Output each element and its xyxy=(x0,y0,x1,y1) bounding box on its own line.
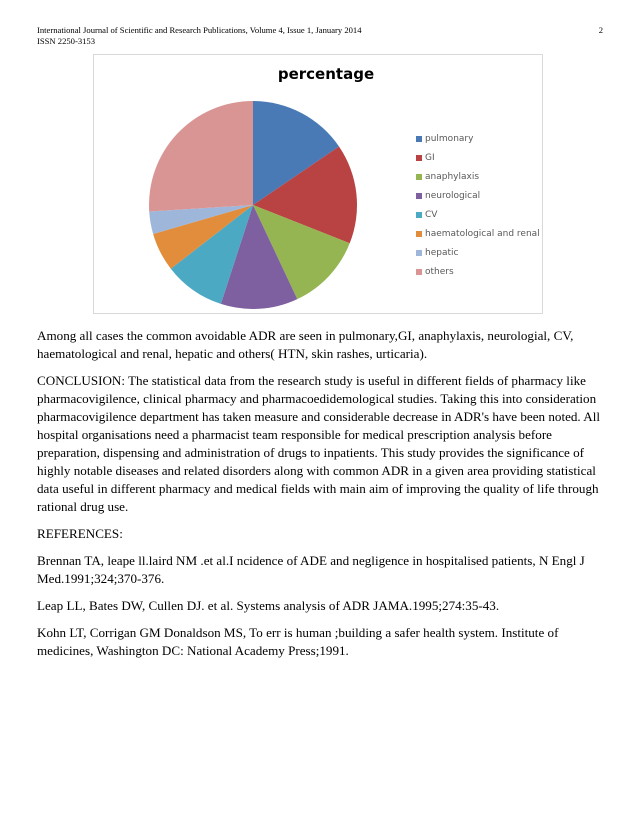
legend-label: CV xyxy=(425,209,438,220)
reference-item: Brennan TA, leape ll.laird NM .et al.I ncidence of ADE and negligence in hospitalised patients, N Engl J Med.1991;324;370-376. xyxy=(37,553,585,586)
paragraph-conclusion: CONCLUSION: The statistical data from the research study is useful in different fields of pharmacy like pharmacovigilence, clinical pharmacy and pharmacoedidemological studies. Taking this into consideration pharmacovigilence department has taken measure and considerable decrease in ADR's have been noted. All hospital organisations need a pharmacist team responsible for medical prescription analysis before preparation, dispensing and administration of drugs to inpatients. This study provides the significance of highly notable diseases and related disorders along with common ADR in a given area providing statistical data useful in different pharmacy and medical fields with main aim of improving the quality of life through rational drug use. xyxy=(37,373,600,514)
reference-item: Kohn LT, Corrigan GM Donaldson MS, To err is human ;building a safer health system. Institute of medicines, Washington DC: National Academy Press;1991. xyxy=(37,625,559,658)
pie-slice-others xyxy=(149,101,253,212)
references-heading: REFERENCES: xyxy=(37,526,123,541)
legend-item xyxy=(416,243,540,262)
legend-swatch xyxy=(416,193,422,199)
reference-item: Leap LL, Bates DW, Cullen DJ. et al. Systems analysis of ADR JAMA.1995;274:35-43. xyxy=(37,598,500,613)
legend-swatch xyxy=(416,212,422,218)
journal-line: International Journal of Scientific and Research Publications, Volume 4, Issue 1, January 2014 xyxy=(37,25,362,35)
issn: ISSN 2250-3153 xyxy=(37,36,96,46)
legend-label: neurological xyxy=(425,190,481,201)
legend-item xyxy=(416,205,540,224)
legend-item xyxy=(416,129,540,148)
legend-label: haematological and renal xyxy=(425,228,540,239)
legend-label: others xyxy=(425,266,454,277)
legend-item xyxy=(416,167,540,186)
chart-title-text: percentage xyxy=(277,65,375,83)
legend-item xyxy=(416,262,540,281)
legend-swatch xyxy=(416,155,422,161)
chart-legend xyxy=(416,129,540,281)
legend-swatch xyxy=(416,250,422,256)
legend-label: hepatic xyxy=(425,247,459,258)
page-header xyxy=(37,25,603,47)
page-number: 2 xyxy=(598,25,603,35)
legend-item xyxy=(416,148,540,167)
body-text xyxy=(37,327,603,669)
legend-item xyxy=(416,186,540,205)
legend-label: anaphylaxis xyxy=(425,171,480,182)
legend-swatch xyxy=(416,136,422,142)
legend-label: GI xyxy=(425,152,435,163)
legend-swatch xyxy=(416,269,422,275)
legend-item xyxy=(416,224,540,243)
legend-swatch xyxy=(416,174,422,180)
pie-chart xyxy=(93,54,543,314)
paragraph-findings: Among all cases the common avoidable ADR are seen in pulmonary,GI, anaphylaxis, neurologial, CV, haematological and renal, hepatic and others( HTN, skin rashes, urticaria). xyxy=(37,328,574,361)
legend-label: pulmonary xyxy=(425,133,474,144)
legend-swatch xyxy=(416,231,422,237)
